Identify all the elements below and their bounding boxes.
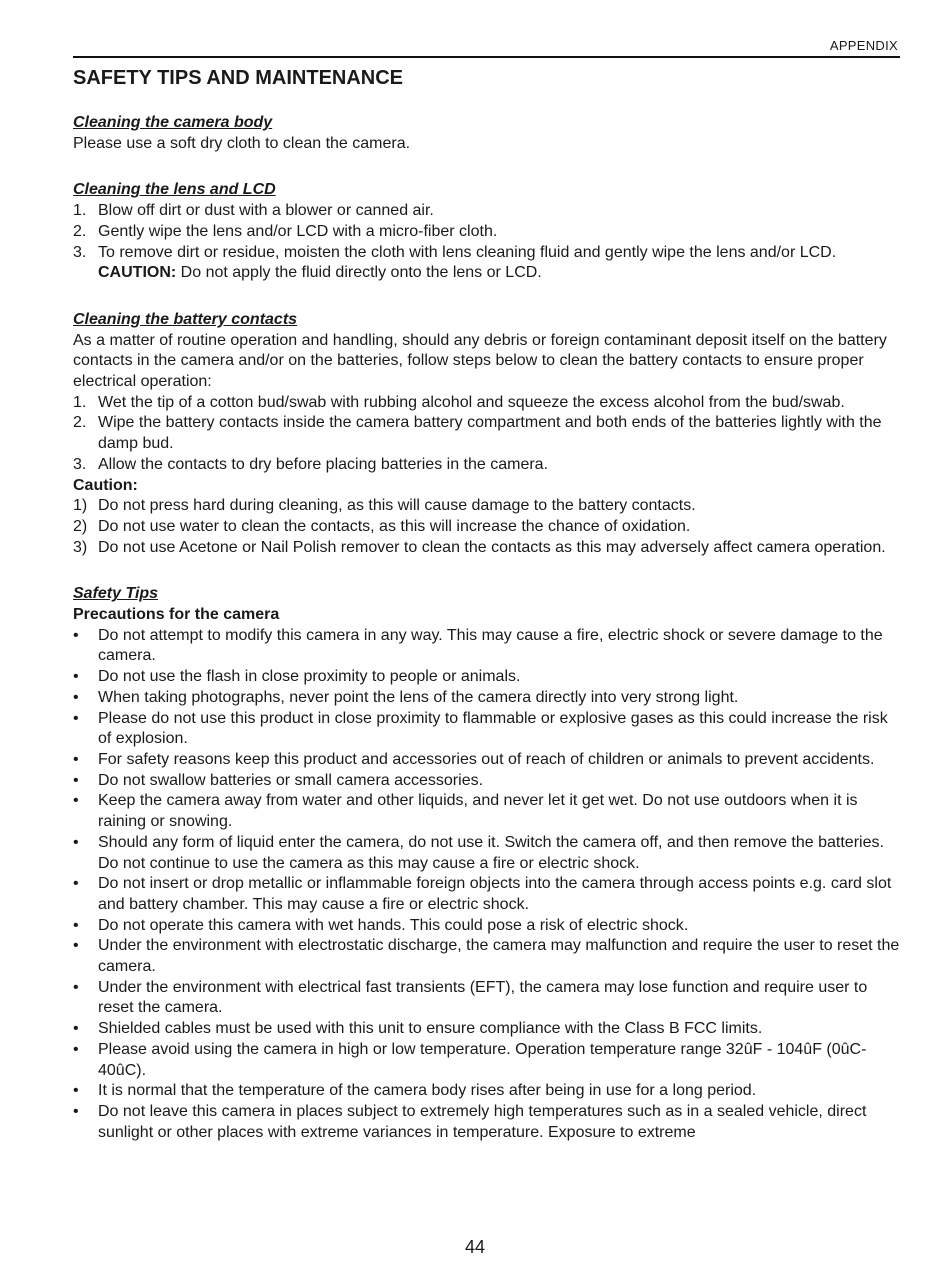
bullet-marker: • [73,916,79,934]
list-text: Wipe the battery contacts inside the camera battery compartment and both ends of the batteries lightly with the damp bud. [98,414,882,453]
caution-heading: Caution: [73,476,138,494]
page-number: 44 [464,1237,486,1257]
list-text: To remove dirt or residue, moisten the cloth with lens cleaning fluid and gently wipe the lens and/or LCD. [98,243,837,261]
bullet-text: Please avoid using the camera in high or low temperature. Operation temperature range 32ûF - 104ûF (0ûC- 40ûC). [98,1040,867,1079]
list-text: Gently wipe the lens and/or LCD with a micro-fiber cloth. [98,222,498,240]
list-marker: 3) [73,538,88,556]
page-content [73,65,900,1143]
bullet-text: Under the environment with electrical fast transients (EFT), the camera may lose function and require user to reset the camera. [98,978,868,1017]
bullet-marker: • [73,875,79,893]
bullet-marker: • [73,1040,79,1058]
bullet-marker: • [73,1102,79,1120]
bullet-marker: • [73,668,79,686]
page-title: SAFETY TIPS AND MAINTENANCE [73,67,404,89]
list-marker: 3. [73,243,87,261]
section-safety-tips [73,584,900,1143]
list-marker: 1. [73,202,87,220]
list-text: Wet the tip of a cotton bud/swab with rubbing alcohol and squeeze the excess alcohol from the bud/swab. [98,393,845,411]
subheading: Precautions for the camera [73,606,280,624]
bullet-text: For safety reasons keep this product and accessories out of reach of children or animals to prevent accidents. [98,750,875,768]
list-text: Do not press hard during cleaning, as this will cause damage to the battery contacts. [98,497,696,515]
list-text: Do not use Acetone or Nail Polish remover to clean the contacts as this may adversely affect camera operation. [98,538,886,556]
bullet-text: Do not attempt to modify this camera in any way. This may cause a fire, electric shock or severe damage to the camera. [98,626,883,665]
caution-text: Do not apply the fluid directly onto the lens or LCD. [176,264,542,282]
list-marker: 1) [73,497,88,515]
bullet-marker: • [73,626,79,644]
bullet-item [73,1019,900,1040]
list-item [73,413,900,454]
list-marker: 2) [73,517,88,535]
bullet-marker: • [73,833,79,851]
list-item [73,243,900,264]
section-heading: Safety Tips [73,585,159,603]
caution-note [73,263,900,284]
section-heading: Cleaning the battery contacts [73,310,298,328]
paragraph: Please use a soft dry cloth to clean the camera. [73,134,411,152]
bullet-marker: • [73,709,79,727]
list-text: Do not use water to clean the contacts, as this will increase the chance of oxidation. [98,517,691,535]
bullet-text: Do not operate this camera with wet hands. This could pose a risk of electric shock. [98,916,689,934]
list-marker: 2. [73,222,87,240]
section-camera-body [73,113,900,154]
section-battery-contacts [73,310,900,558]
paragraph: As a matter of routine operation and handling, should any debris or foreign contaminant deposit itself on the battery contacts in the camera and/or on the batteries, follow steps below to clean the battery contacts to ensure proper electrical operation: [73,331,887,391]
bullet-marker: • [73,792,79,810]
section-heading: Cleaning the lens and LCD [73,181,276,199]
list-item [73,393,900,414]
bullet-text: Do not insert or drop metallic or inflammable foreign objects into the camera through access points e.g. card slot and battery chamber. This may cause a fire or electric shock. [98,875,892,913]
bullet-item [73,978,900,1019]
bullet-item [73,1081,900,1102]
bullet-item [73,771,900,792]
bullet-marker: • [73,937,79,955]
bullet-item [73,1040,900,1081]
bullet-item [73,750,900,771]
bullet-marker: • [73,750,79,768]
list-marker: 2. [73,414,87,432]
bullet-item [73,626,900,667]
bullet-item [73,833,900,874]
list-item [73,201,900,222]
bullet-text: Do not swallow batteries or small camera accessories. [98,771,484,789]
bullet-item [73,874,900,915]
list-marker: 3. [73,455,87,473]
list-item [73,455,900,476]
bullet-item [73,1102,900,1143]
bullet-marker: • [73,771,79,789]
bullet-text: Do not use the flash in close proximity to people or animals. [98,668,521,686]
bullet-marker: • [73,1082,79,1100]
list-item [73,538,900,559]
list-marker: 1. [73,393,87,411]
bullet-item [73,688,900,709]
bullet-text: Please do not use this product in close proximity to flammable or explosive gases as this could increase the risk of explosion. [98,709,888,748]
bullet-text: It is normal that the temperature of the camera body rises after being in use for a long period. [98,1082,757,1100]
bullet-text: Should any form of liquid enter the camera, do not use it. Switch the camera off, and then remove the batteries. Do not continue to use the camera as this may cause a fire or electric shock. [98,833,884,872]
list-item [73,517,900,538]
list-text: Blow off dirt or dust with a blower or canned air. [98,202,434,220]
bullet-item [73,916,900,937]
bullet-item [73,709,900,750]
bullet-marker: • [73,1020,79,1038]
bullet-item [73,667,900,688]
list-item [73,496,900,517]
bullet-text: Keep the camera away from water and other liquids, and never let it get wet. Do not use outdoors when it is raining or snowing. [98,792,858,831]
header-divider [73,56,900,58]
bullet-marker: • [73,978,79,996]
bullet-item [73,791,900,832]
bullet-marker: • [73,688,79,706]
section-label: APPENDIX [829,38,898,53]
section-heading: Cleaning the camera body [73,114,273,131]
bullet-text: When taking photographs, never point the lens of the camera directly into very strong light. [98,688,739,706]
list-item [73,222,900,243]
section-lens-lcd [73,180,900,284]
bullet-text: Do not leave this camera in places subject to extremely high temperatures such as in a sealed vehicle, direct sunlight or other places with extreme variances in temperature. Exposure to extreme [98,1102,867,1141]
bullet-item [73,936,900,977]
caution-label: CAUTION: [98,264,177,282]
bullet-text: Under the environment with electrostatic discharge, the camera may malfunction and require the user to reset the camera. [98,937,900,976]
bullet-text: Shielded cables must be used with this unit to ensure compliance with the Class B FCC limits. [98,1020,763,1038]
list-text: Allow the contacts to dry before placing batteries in the camera. [98,455,549,473]
